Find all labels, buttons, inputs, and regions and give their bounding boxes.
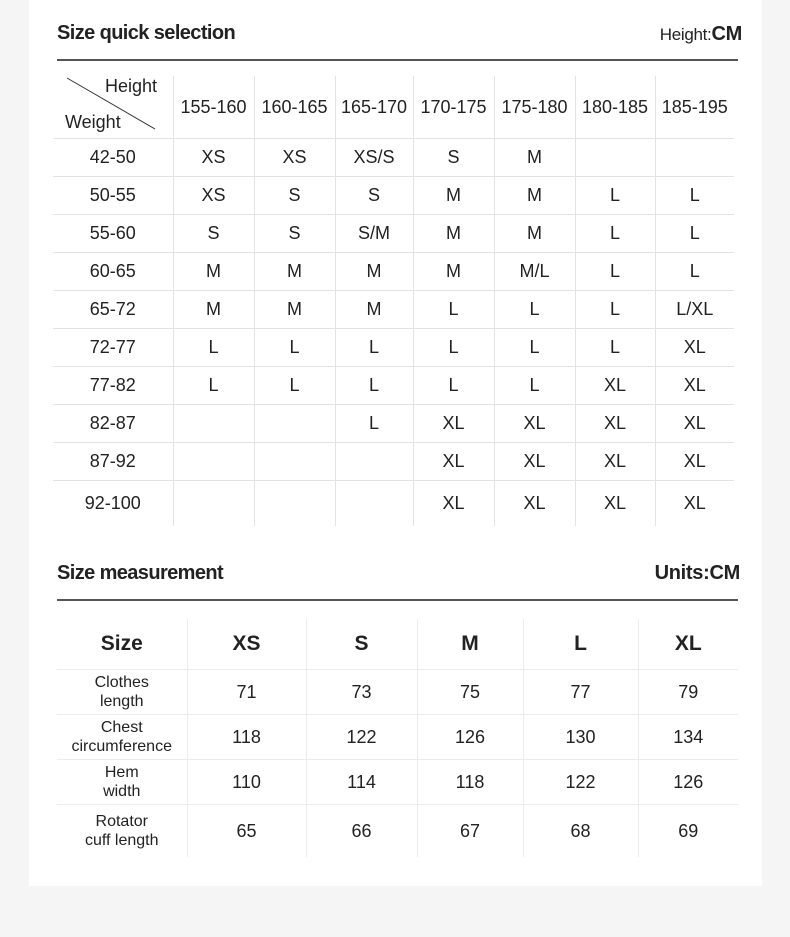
size-cell: L <box>335 329 413 367</box>
size-cell: L <box>575 215 655 253</box>
size-cell <box>575 139 655 177</box>
size-cell <box>254 443 335 481</box>
weight-cell: 42-50 <box>53 139 173 177</box>
corner-cell <box>53 76 173 139</box>
size-column-header: L <box>523 619 638 670</box>
measurement-value: 79 <box>638 670 738 715</box>
size-cell: L <box>254 367 335 405</box>
size-cell: S <box>335 177 413 215</box>
size-cell: XL <box>655 481 734 527</box>
measurement-label-line1: Chest <box>100 719 143 736</box>
weight-cell: 50-55 <box>53 177 173 215</box>
measurement-label-line2: circumference <box>71 738 172 755</box>
measurement-value: 69 <box>638 805 738 858</box>
measurement-value: 67 <box>417 805 523 858</box>
size-cell: S <box>254 177 335 215</box>
quick-row <box>53 405 734 443</box>
size-cell: S <box>173 215 254 253</box>
size-cell: L <box>655 253 734 291</box>
weight-cell: 92-100 <box>84 493 141 513</box>
size-cell: XL <box>655 367 734 405</box>
size-cell: XS <box>254 139 335 177</box>
size-cell: M <box>173 291 254 329</box>
size-cell: S <box>413 139 494 177</box>
size-cell: XL <box>575 443 655 481</box>
weight-cell: 55-60 <box>53 215 173 253</box>
size-cell: XL <box>655 329 734 367</box>
measurement-label <box>57 715 187 760</box>
measurement-label-line2: width <box>103 783 141 800</box>
size-cell <box>254 481 335 527</box>
size-cell: XL <box>413 443 494 481</box>
quick-unit <box>660 23 742 46</box>
measurement-value: 122 <box>306 715 417 760</box>
measurement-label <box>57 670 187 715</box>
size-header: Size <box>57 619 187 670</box>
size-cell: M <box>413 253 494 291</box>
quick-header-row <box>53 76 734 139</box>
corner-height-label: Height <box>104 76 157 96</box>
weight-cell: 77-82 <box>53 367 173 405</box>
measurement-value: 114 <box>306 760 417 805</box>
size-cell: M/L <box>494 253 575 291</box>
size-cell: M <box>254 253 335 291</box>
size-cell: XS <box>173 177 254 215</box>
size-cell: M <box>413 177 494 215</box>
size-cell: XL <box>494 405 575 443</box>
weight-cell: 65-72 <box>53 291 173 329</box>
quick-row <box>53 291 734 329</box>
quick-section-title: Size quick selection <box>57 22 236 44</box>
size-cell: L <box>494 291 575 329</box>
size-cell: M <box>413 215 494 253</box>
size-cell: XL <box>413 405 494 443</box>
size-cell: XL <box>413 481 494 527</box>
height-header: 175-180 <box>494 76 575 139</box>
measurement-value: 68 <box>523 805 638 858</box>
measurement-unit-label: Units: <box>654 562 710 584</box>
size-cell: L/XL <box>655 291 734 329</box>
size-cell: S/M <box>335 215 413 253</box>
size-cell: S <box>254 215 335 253</box>
size-cell: M <box>335 291 413 329</box>
measurement-value: 110 <box>187 760 306 805</box>
size-cell: L <box>413 367 494 405</box>
size-cell: L <box>494 329 575 367</box>
measurement-label-line1: Rotator <box>95 813 148 830</box>
measurement-value: 122 <box>523 760 638 805</box>
size-column-header: XS <box>187 619 306 670</box>
quick-selection-table <box>53 76 734 526</box>
quick-row <box>53 443 734 481</box>
measurement-label <box>57 760 187 805</box>
size-cell: M <box>335 253 413 291</box>
measurement-row <box>57 715 738 760</box>
size-cell <box>173 405 254 443</box>
size-cell: XL <box>494 481 575 527</box>
measurement-row <box>57 670 738 715</box>
height-header: 170-175 <box>413 76 494 139</box>
size-cell: XS <box>173 139 254 177</box>
measurement-value: 65 <box>187 805 306 858</box>
measurement-header-row <box>57 619 738 670</box>
size-cell: XL <box>655 443 734 481</box>
size-cell: L <box>413 291 494 329</box>
measurement-value: 126 <box>417 715 523 760</box>
size-cell <box>173 481 254 527</box>
size-cell: M <box>494 215 575 253</box>
size-cell: L <box>655 215 734 253</box>
height-header: 165-170 <box>335 76 413 139</box>
measurement-unit-value: CM <box>709 562 740 584</box>
measurement-value: 118 <box>417 760 523 805</box>
measurement-divider <box>57 599 738 601</box>
size-cell: L <box>575 329 655 367</box>
measurement-label-line2: length <box>99 693 144 710</box>
size-column-header: S <box>306 619 417 670</box>
measurement-value: 66 <box>306 805 417 858</box>
measurement-value: 77 <box>523 670 638 715</box>
quick-row <box>53 215 734 253</box>
size-cell: L <box>173 367 254 405</box>
size-cell: L <box>254 329 335 367</box>
measurement-label-line1: Clothes <box>94 674 149 691</box>
height-header: 180-185 <box>575 76 655 139</box>
size-cell: L <box>335 405 413 443</box>
size-cell: L <box>335 367 413 405</box>
size-cell <box>335 443 413 481</box>
corner-weight-label: Weight <box>65 112 121 132</box>
size-column-header: M <box>417 619 523 670</box>
measurement-label <box>57 805 187 858</box>
size-cell <box>254 405 335 443</box>
measurement-value: 134 <box>638 715 738 760</box>
size-cell: L <box>173 329 254 367</box>
size-cell: L <box>494 367 575 405</box>
measurement-value: 126 <box>638 760 738 805</box>
height-header: 185-195 <box>655 76 734 139</box>
quick-row <box>53 177 734 215</box>
height-header: 155-160 <box>173 76 254 139</box>
size-cell: L <box>575 291 655 329</box>
size-cell: XL <box>494 443 575 481</box>
weight-cell: 87-92 <box>53 443 173 481</box>
quick-unit-value: CM <box>711 23 742 45</box>
size-cell: M <box>494 177 575 215</box>
size-cell: M <box>494 139 575 177</box>
size-cell: L <box>655 177 734 215</box>
weight-cell: 82-87 <box>53 405 173 443</box>
measurement-value: 73 <box>306 670 417 715</box>
measurement-section-title: Size measurement <box>57 562 224 584</box>
measurement-table <box>57 619 738 857</box>
weight-cell: 60-65 <box>53 253 173 291</box>
size-cell: XL <box>655 405 734 443</box>
measurement-value: 130 <box>523 715 638 760</box>
size-cell <box>173 443 254 481</box>
size-cell: XL <box>575 481 655 527</box>
measurement-unit <box>655 562 740 585</box>
quick-row <box>53 139 734 177</box>
quick-divider <box>57 59 738 61</box>
size-cell: M <box>254 291 335 329</box>
size-cell: XL <box>575 405 655 443</box>
measurement-value: 75 <box>417 670 523 715</box>
measurement-row <box>57 760 738 805</box>
measurement-label-line1: Hem <box>104 764 139 781</box>
size-cell: XL <box>575 367 655 405</box>
quick-unit-label: Height: <box>659 25 712 44</box>
measurement-value: 118 <box>187 715 306 760</box>
measurement-row <box>57 805 738 858</box>
height-header: 160-165 <box>254 76 335 139</box>
size-cell <box>335 481 413 527</box>
size-column-header: XL <box>638 619 738 670</box>
size-cell: L <box>575 253 655 291</box>
quick-row <box>53 481 734 527</box>
quick-row <box>53 253 734 291</box>
size-cell: XS/S <box>335 139 413 177</box>
measurement-value: 71 <box>187 670 306 715</box>
size-cell: M <box>173 253 254 291</box>
size-cell: L <box>575 177 655 215</box>
size-cell: L <box>413 329 494 367</box>
measurement-label-line2: cuff length <box>84 832 159 849</box>
weight-cell: 72-77 <box>53 329 173 367</box>
quick-row <box>53 329 734 367</box>
quick-row <box>53 367 734 405</box>
size-cell <box>655 139 734 177</box>
